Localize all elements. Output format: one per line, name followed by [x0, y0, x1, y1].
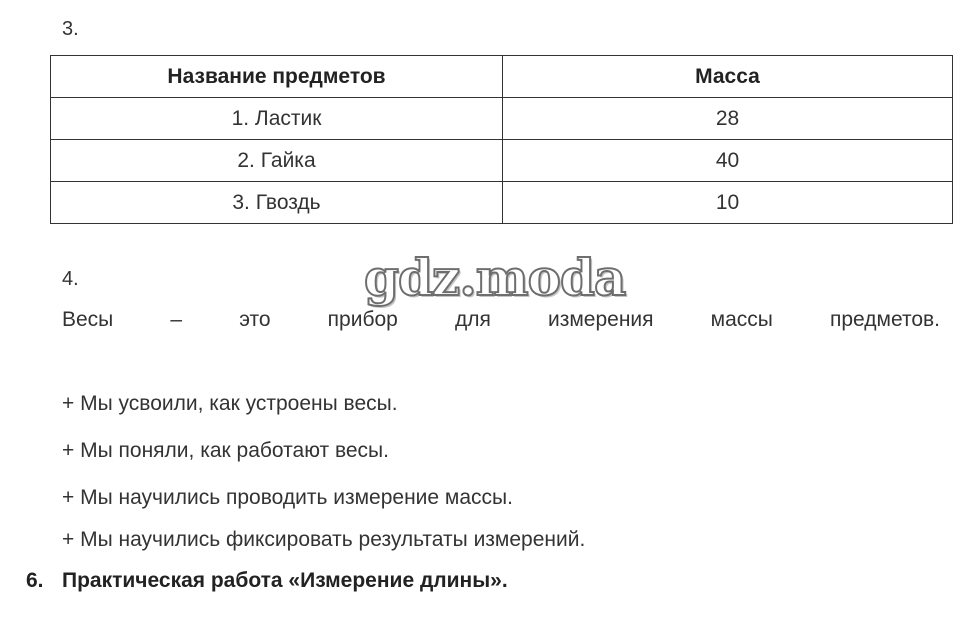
task-6-title: Практическая работа «Измерение длины». — [62, 569, 508, 592]
conclusion-item: + Мы научились проводить измерение массы. — [62, 486, 513, 509]
conclusion-item: + Мы усвоили, как устроены весы. — [62, 392, 398, 415]
definition-word: это — [239, 308, 271, 331]
task-6-heading — [26, 569, 508, 593]
table-row — [51, 140, 953, 182]
conclusion-item: + Мы поняли, как работают весы. — [62, 439, 389, 462]
table-row — [51, 182, 953, 224]
item-name-cell: 3. Гвоздь — [51, 182, 503, 224]
definition-word: прибор — [327, 308, 398, 331]
item-mass-cell: 40 — [503, 140, 953, 182]
scales-definition — [62, 308, 940, 332]
header-mass: Масса — [503, 56, 953, 98]
item-name-cell: 1. Ластик — [51, 98, 503, 140]
definition-word: – — [170, 308, 183, 331]
mass-table — [50, 55, 953, 224]
definition-word: для — [454, 308, 491, 331]
definition-word: массы — [710, 308, 773, 331]
table-row — [51, 98, 953, 140]
header-item-name: Название предметов — [51, 56, 503, 98]
item-name-cell: 2. Гайка — [51, 140, 503, 182]
table-header-row — [51, 56, 953, 98]
section-4-number: 4. — [62, 268, 79, 290]
task-6-number: 6. — [26, 569, 44, 592]
definition-word: измерения — [547, 308, 654, 331]
section-3-number: 3. — [62, 18, 79, 40]
item-mass-cell: 10 — [503, 182, 953, 224]
definition-word: Весы — [62, 308, 114, 331]
conclusion-item: + Мы научились фиксировать результаты измерений. — [62, 528, 586, 551]
definition-word: предметов. — [830, 308, 940, 331]
item-mass-cell: 28 — [503, 98, 953, 140]
watermark-logo: gdz.moda — [364, 248, 626, 307]
